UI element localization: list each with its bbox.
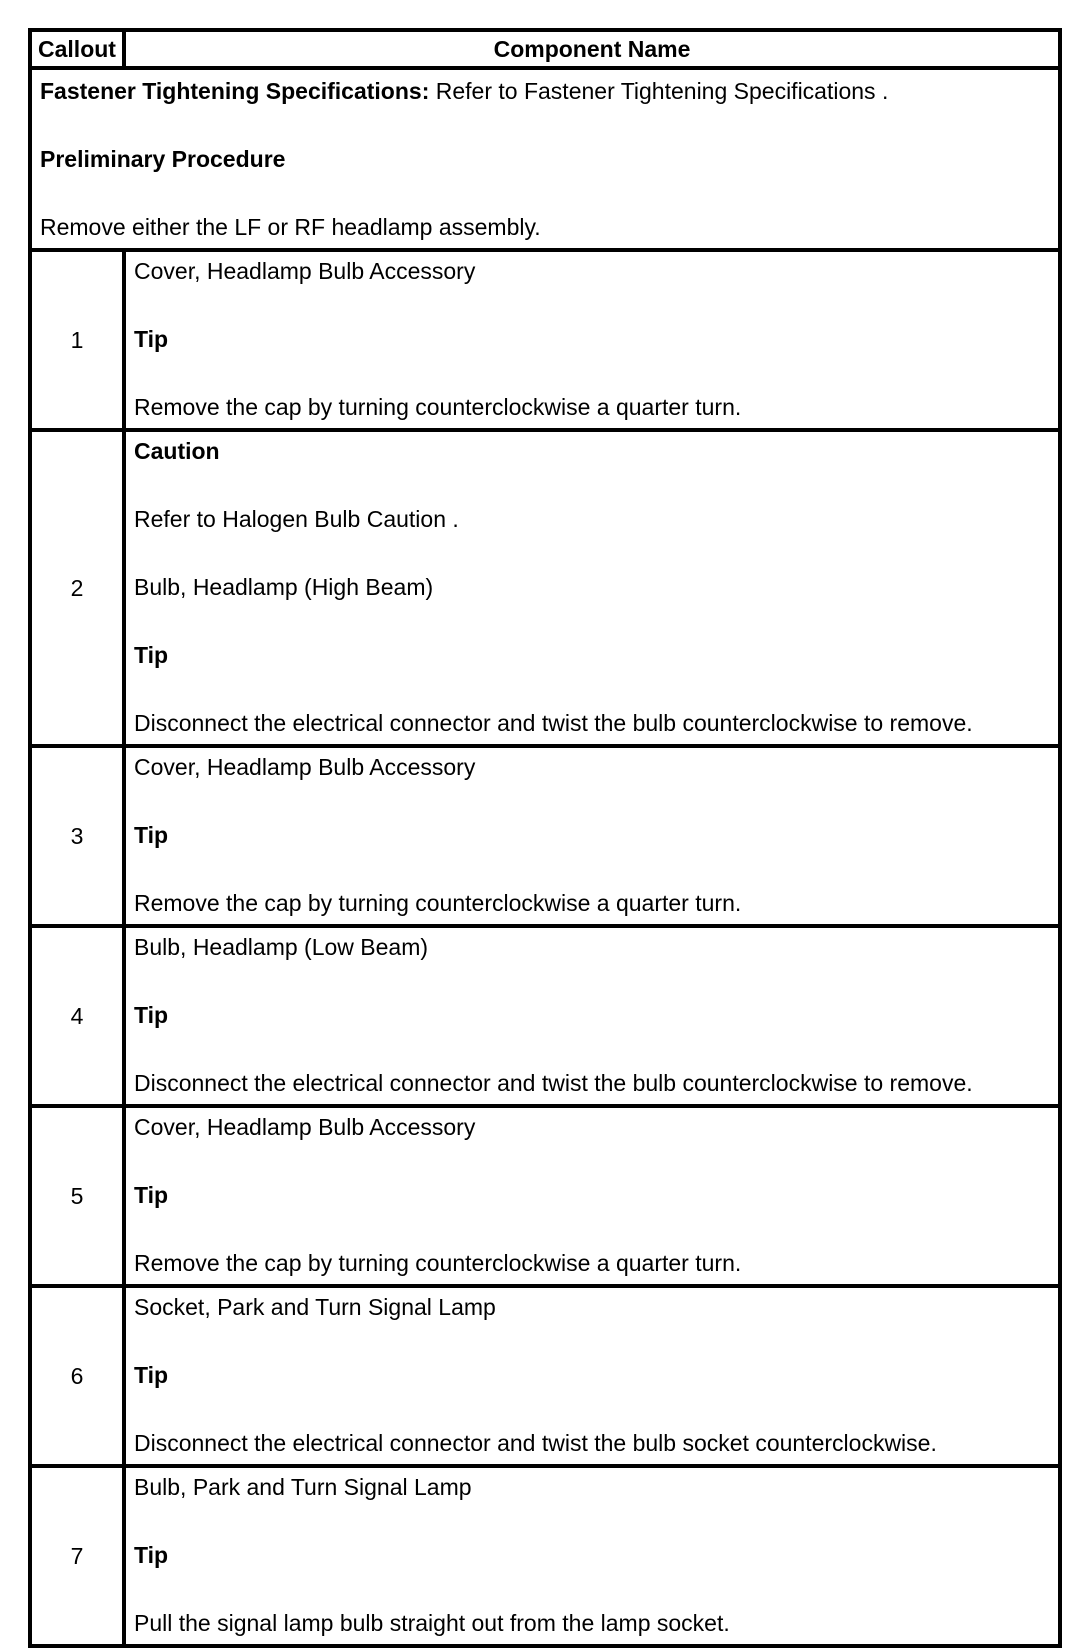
fastener-spec-line bbox=[40, 74, 1050, 108]
component-cell bbox=[124, 250, 1060, 430]
tip-text: Disconnect the electrical connector and twist the bulb counterclockwise to remove. bbox=[134, 710, 973, 736]
tip-label: Tip bbox=[134, 1182, 169, 1208]
tip-label: Tip bbox=[134, 326, 169, 352]
component-name: Bulb, Headlamp (High Beam) bbox=[134, 574, 434, 600]
component-name-column-header: Component Name bbox=[124, 30, 1060, 68]
halogen-bulb-caution-link[interactable]: Halogen Bulb Caution bbox=[222, 506, 446, 532]
intro-cell bbox=[30, 68, 1060, 250]
caution-text bbox=[134, 502, 1050, 536]
tip-text: Disconnect the electrical connector and twist the bulb socket counterclockwise. bbox=[134, 1430, 937, 1456]
table-row bbox=[30, 1466, 1060, 1646]
caution-prefix: Refer to bbox=[134, 506, 223, 532]
component-name: Cover, Headlamp Bulb Accessory bbox=[134, 258, 476, 284]
tip-text: Remove the cap by turning counterclockwise a quarter turn. bbox=[134, 394, 742, 420]
table-row bbox=[30, 250, 1060, 430]
callout-number: 4 bbox=[30, 926, 124, 1106]
tip-label: Tip bbox=[134, 1362, 169, 1388]
table-row bbox=[30, 1106, 1060, 1286]
tip-text: Pull the signal lamp bulb straight out from the lamp socket. bbox=[134, 1610, 730, 1636]
tip-label: Tip bbox=[134, 822, 169, 848]
callout-number: 3 bbox=[30, 746, 124, 926]
callout-column-header: Callout bbox=[30, 30, 124, 68]
tip-label: Tip bbox=[134, 1542, 169, 1568]
component-cell bbox=[124, 746, 1060, 926]
table-row bbox=[30, 746, 1060, 926]
preliminary-procedure-text: Remove either the LF or RF headlamp assembly. bbox=[40, 214, 541, 240]
callout-number: 7 bbox=[30, 1466, 124, 1646]
component-cell bbox=[124, 430, 1060, 746]
table-row bbox=[30, 926, 1060, 1106]
table-row bbox=[30, 1286, 1060, 1466]
preliminary-procedure-title: Preliminary Procedure bbox=[40, 146, 286, 172]
tip-text: Remove the cap by turning counterclockwise a quarter turn. bbox=[134, 890, 742, 916]
tip-label: Tip bbox=[134, 1002, 169, 1028]
callout-number: 5 bbox=[30, 1106, 124, 1286]
procedure-table bbox=[28, 28, 1062, 1648]
callout-number: 6 bbox=[30, 1286, 124, 1466]
fastener-spec-text: Refer to Fastener Tightening Specifications . bbox=[429, 78, 889, 104]
component-cell bbox=[124, 1106, 1060, 1286]
component-cell bbox=[124, 1466, 1060, 1646]
caution-label: Caution bbox=[134, 438, 220, 464]
component-cell bbox=[124, 926, 1060, 1106]
component-name: Bulb, Park and Turn Signal Lamp bbox=[134, 1474, 472, 1500]
callout-number: 2 bbox=[30, 430, 124, 746]
component-name: Cover, Headlamp Bulb Accessory bbox=[134, 754, 476, 780]
table-row bbox=[30, 430, 1060, 746]
fastener-spec-label: Fastener Tightening Specifications: bbox=[40, 78, 430, 104]
component-cell bbox=[124, 1286, 1060, 1466]
tip-text: Disconnect the electrical connector and twist the bulb counterclockwise to remove. bbox=[134, 1070, 973, 1096]
callout-number: 1 bbox=[30, 250, 124, 430]
component-name: Cover, Headlamp Bulb Accessory bbox=[134, 1114, 476, 1140]
tip-text: Remove the cap by turning counterclockwise a quarter turn. bbox=[134, 1250, 742, 1276]
tip-label: Tip bbox=[134, 642, 169, 668]
component-name: Bulb, Headlamp (Low Beam) bbox=[134, 934, 429, 960]
component-name: Socket, Park and Turn Signal Lamp bbox=[134, 1294, 496, 1320]
caution-suffix: . bbox=[446, 506, 459, 532]
intro-row bbox=[30, 68, 1060, 250]
table-header-row bbox=[30, 30, 1060, 68]
